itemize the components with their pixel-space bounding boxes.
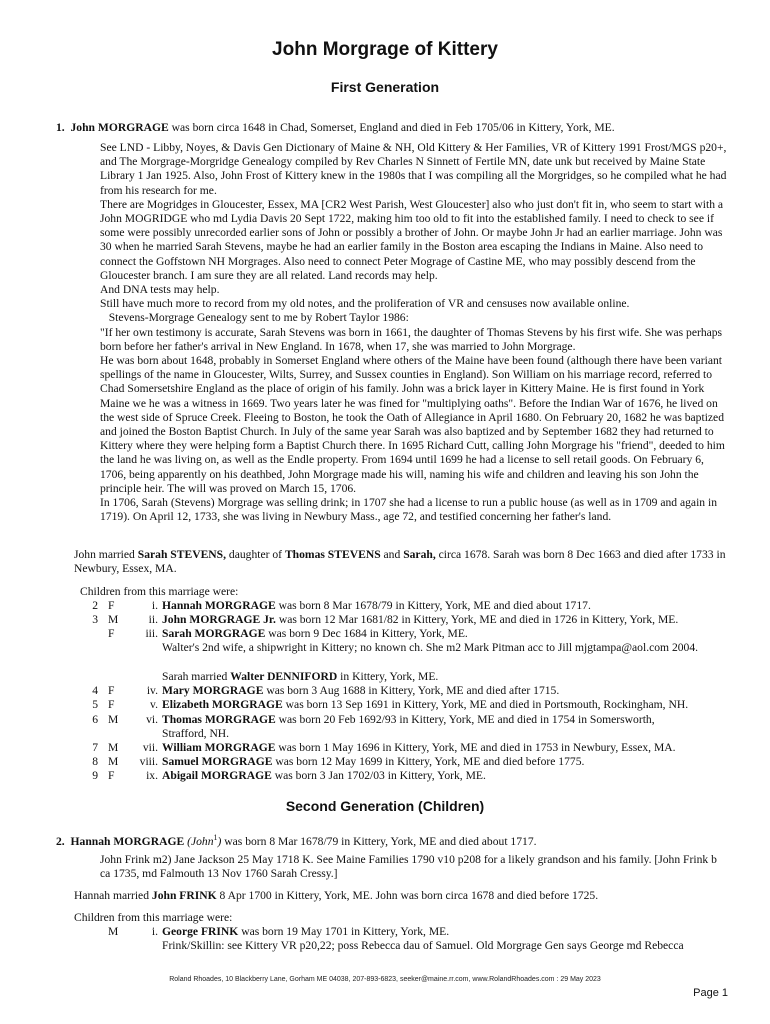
entry-2: 2. Hannah MORGRAGE (John$^1$) was born 8 Mar 1678/79 in Kittery, York, ME and died about 1717. — [56, 833, 537, 848]
child-row: M i. George FRINK was born 19 May 1701 in Kittery, York, ME. — [108, 925, 450, 938]
page-number: Page 1 — [693, 987, 728, 999]
child-note: Strafford, NH. — [162, 727, 230, 740]
child-marriage: Sarah married Walter DENNIFORD in Kittery, York, ME. — [162, 670, 439, 683]
first-generation-heading: First Generation — [330, 79, 440, 95]
child-name: Sarah MORGRAGE — [162, 627, 266, 640]
note-paragraph: In 1706, Sarah (Stevens) Morgrage was selling drink; in 1707 she had a license to run a public house (as well as in 1709 and again in 1719). On April 12, 1733, she was living in Newbury Mass., age 72, and testified concerning her father's land. — [100, 496, 718, 524]
note-paragraph: "If her own testimony is accurate, Sarah Stevens was born in 1661, the daughter of Thomas Stevens by his first wife. She was perhaps born before her father's arrival in New England. In 1678, when 17, she was married to John Morgrage. — [100, 325, 723, 353]
child-row: 3 M ii. John MORGRAGE Jr. was born 12 Mar 1681/82 in Kittery, York, ME and died in 1726 in Kittery, York, ME. — [92, 613, 679, 626]
page-title: John Morgrage of Kittery — [272, 39, 498, 60]
person-name: John MORGRAGE — [70, 121, 169, 134]
child-name: John MORGRAGE Jr. — [162, 613, 276, 626]
children-header: Children from this marriage were: — [74, 911, 233, 924]
note-paragraph: Still have much more to record from my old notes, and the proliferation of VR and censuses now available online. — [100, 297, 630, 311]
spouse-name: Walter DENNIFORD — [230, 670, 338, 683]
child-row: 2 F i. Hannah MORGRAGE was born 8 Mar 1678/79 in Kittery, York, ME and died about 1717. — [92, 599, 591, 612]
child-name: William MORGRAGE — [162, 741, 276, 754]
child-name: Samuel MORGRAGE — [162, 755, 273, 768]
child-row: F iii. Sarah MORGRAGE was born 9 Dec 1684 in Kittery, York, ME. — [108, 627, 468, 640]
child-name: George FRINK — [162, 925, 239, 938]
marriage-2: Hannah married John FRINK 8 Apr 1700 in Kittery, York, ME. John was born circa 1678 and died before 1725. — [74, 889, 599, 902]
spouse-father: Thomas STEVENS — [284, 548, 381, 561]
page-footer: Roland Rhoades, 10 Blackberry Lane, Gorham ME 04038, 207-893-6823, seeker@maine.rr.com, www.RolandRhoades.com : 29 May 2023 — [169, 976, 601, 983]
child-name: Hannah MORGRAGE — [162, 599, 276, 612]
child-row: 5 F v. Elizabeth MORGRAGE was born 13 Sep 1691 in Kittery, York, ME and died in Portsmouth, Rockingham, NH. — [92, 698, 689, 711]
child-row: 9 F ix. Abigail MORGRAGE was born 3 Jan 1702/03 in Kittery, York, ME. — [92, 769, 486, 782]
spouse-mother: Sarah, — [403, 548, 436, 561]
spouse-name: Sarah STEVENS, — [137, 548, 227, 561]
child-name: Thomas MORGRAGE — [162, 713, 276, 726]
child-row: 7 M vii. William MORGRAGE was born 1 May 1696 in Kittery, York, ME and died in 1753 in Newbury, Essex, MA. — [92, 741, 676, 754]
child-name: Mary MORGRAGE — [162, 684, 264, 697]
entry-2-notes: John Frink m2) Jane Jackson 25 May 1718 K. See Maine Families 1790 v10 p208 for a likely grandson and his family. [John Frink b ca 1735, md Falmouth 13 Nov 1760 Sarah Cressy.] — [100, 853, 717, 881]
entry-text: was born circa 1648 in Chad, Somerset, England and died in Feb 1705/06 in Kittery, York, ME. — [168, 121, 615, 134]
note-paragraph: There are Mogridges in Gloucester, Essex, MA [CR2 West Parish, West Gloucester] also who just don't fit in, who seem to start with a John MOGRIDGE who md Lydia Davis 20 Sept 1722, making him too old to fit into the established family. I need to check to see if some were possibly unrecorded earlier sons of John or possibly a brother of John. Or maybe John Jr had an earlier marriage. John was 30 when he married Sarah Stevens, maybe he had an earlier family in the Boston area escaping the Indians in Maine. Also need to connect the Goffstown NH Morgrages. Also need to connect Peter Mograge of Castine ME, who may possibly descend from the Gloucester branch. I am sure they are all related. Land records may help. — [100, 197, 724, 282]
note-paragraph: See LND - Libby, Noyes, & Davis Gen Dictionary of Maine & NH, Old Kittery & Her Families, VR of Kittery 1991 Frost/MGS p20+, and The Morgrage-Morgridge Genealogy compiled by Rev Charles N Sinnett of Fertile MN, date unk but received by Maine State Library 1 Jan 1925. Also, John Frost of Kittery knew in the 1980s that I was compiling all the Morgridges, so he compiled what he had from his research for me. — [100, 141, 727, 197]
note-paragraph: Stevens-Morgrage Genealogy sent to me by Robert Taylor 1986: — [100, 311, 409, 325]
note-paragraph: And DNA tests may help. — [100, 283, 220, 297]
child-note: Walter's 2nd wife, a shipwright in Kittery; no known ch. She m2 Mark Pitman acc to Jill mjgtampa@aol.com 2004. — [162, 641, 699, 654]
second-generation-heading: Second Generation (Children) — [285, 798, 485, 814]
children-header: Children from this marriage were: — [80, 585, 239, 598]
child-name: Elizabeth MORGRAGE — [162, 698, 283, 711]
person-name: Hannah MORGRAGE — [70, 834, 185, 848]
child-row: 8 M viii. Samuel MORGRAGE was born 12 May 1699 in Kittery, York, ME and died before 1775. — [92, 755, 585, 768]
child-name: Abigail MORGRAGE — [162, 769, 272, 782]
child-row: 4 F iv. Mary MORGRAGE was born 3 Aug 1688 in Kittery, York, ME and died after 1715. — [92, 684, 560, 697]
entry-1 — [56, 121, 736, 135]
spouse-name: John FRINK — [151, 889, 217, 902]
note-paragraph: He was born about 1648, probably in Somerset England where others of the Maine have been found (although there have been variant spellings of the name in Gloucester, Wilts, Surrey, and Sussex counties in England). Son William on his marriage record, referred to Chad Somersetshire England as the place of origin of his family. John was a brick layer in Kittery Maine. He is first found in York Maine we he was a witness in 1669. Two years later he was fined for "multiplying oaths". Before the Indian War of 1676, he lived on the west side of Spruce Creek. Fleeing to Boston, he took the Oath of Allegiance in April 1680. On February 20, 1682 he was baptized and joined the Boston Baptist Church. In July of the same year Sarah was also baptized and by September 1682 they had returned to Kittery where they were helping form a Baptist Church there. In 1695 Richard Cutt, calling John Morgrage his "friend", deeded to him the land he was living on, as well as the Endle property. From 1694 until 1699 he had a license to sell retail goods. On February 6, 1706, being apparently on his deathbed, John Morgrage made his will, naming his wife and children and leaving his son John the principle heir. The will was proved on March 15, 1706. — [100, 354, 725, 495]
entry-number: 1. — [56, 121, 65, 134]
child-row: 6 M vi. Thomas MORGRAGE was born 20 Feb 1692/93 in Kittery, York, ME and died in 1754 in Somersworth, — [92, 713, 655, 726]
entry-number: 2. — [56, 834, 65, 848]
child-note: Frink/Skillin: see Kittery VR p20,22; poss Rebecca dau of Samuel. Old Morgrage Gen says George md Rebecca — [162, 939, 684, 952]
marriage-1: John married Sarah STEVENS, daughter of Thomas STEVENS and Sarah, circa 1678. Sarah was born 8 Dec 1663 and died after 1733 in Newbury, Essex, MA. — [74, 548, 726, 576]
entry-1-notes — [100, 141, 730, 524]
